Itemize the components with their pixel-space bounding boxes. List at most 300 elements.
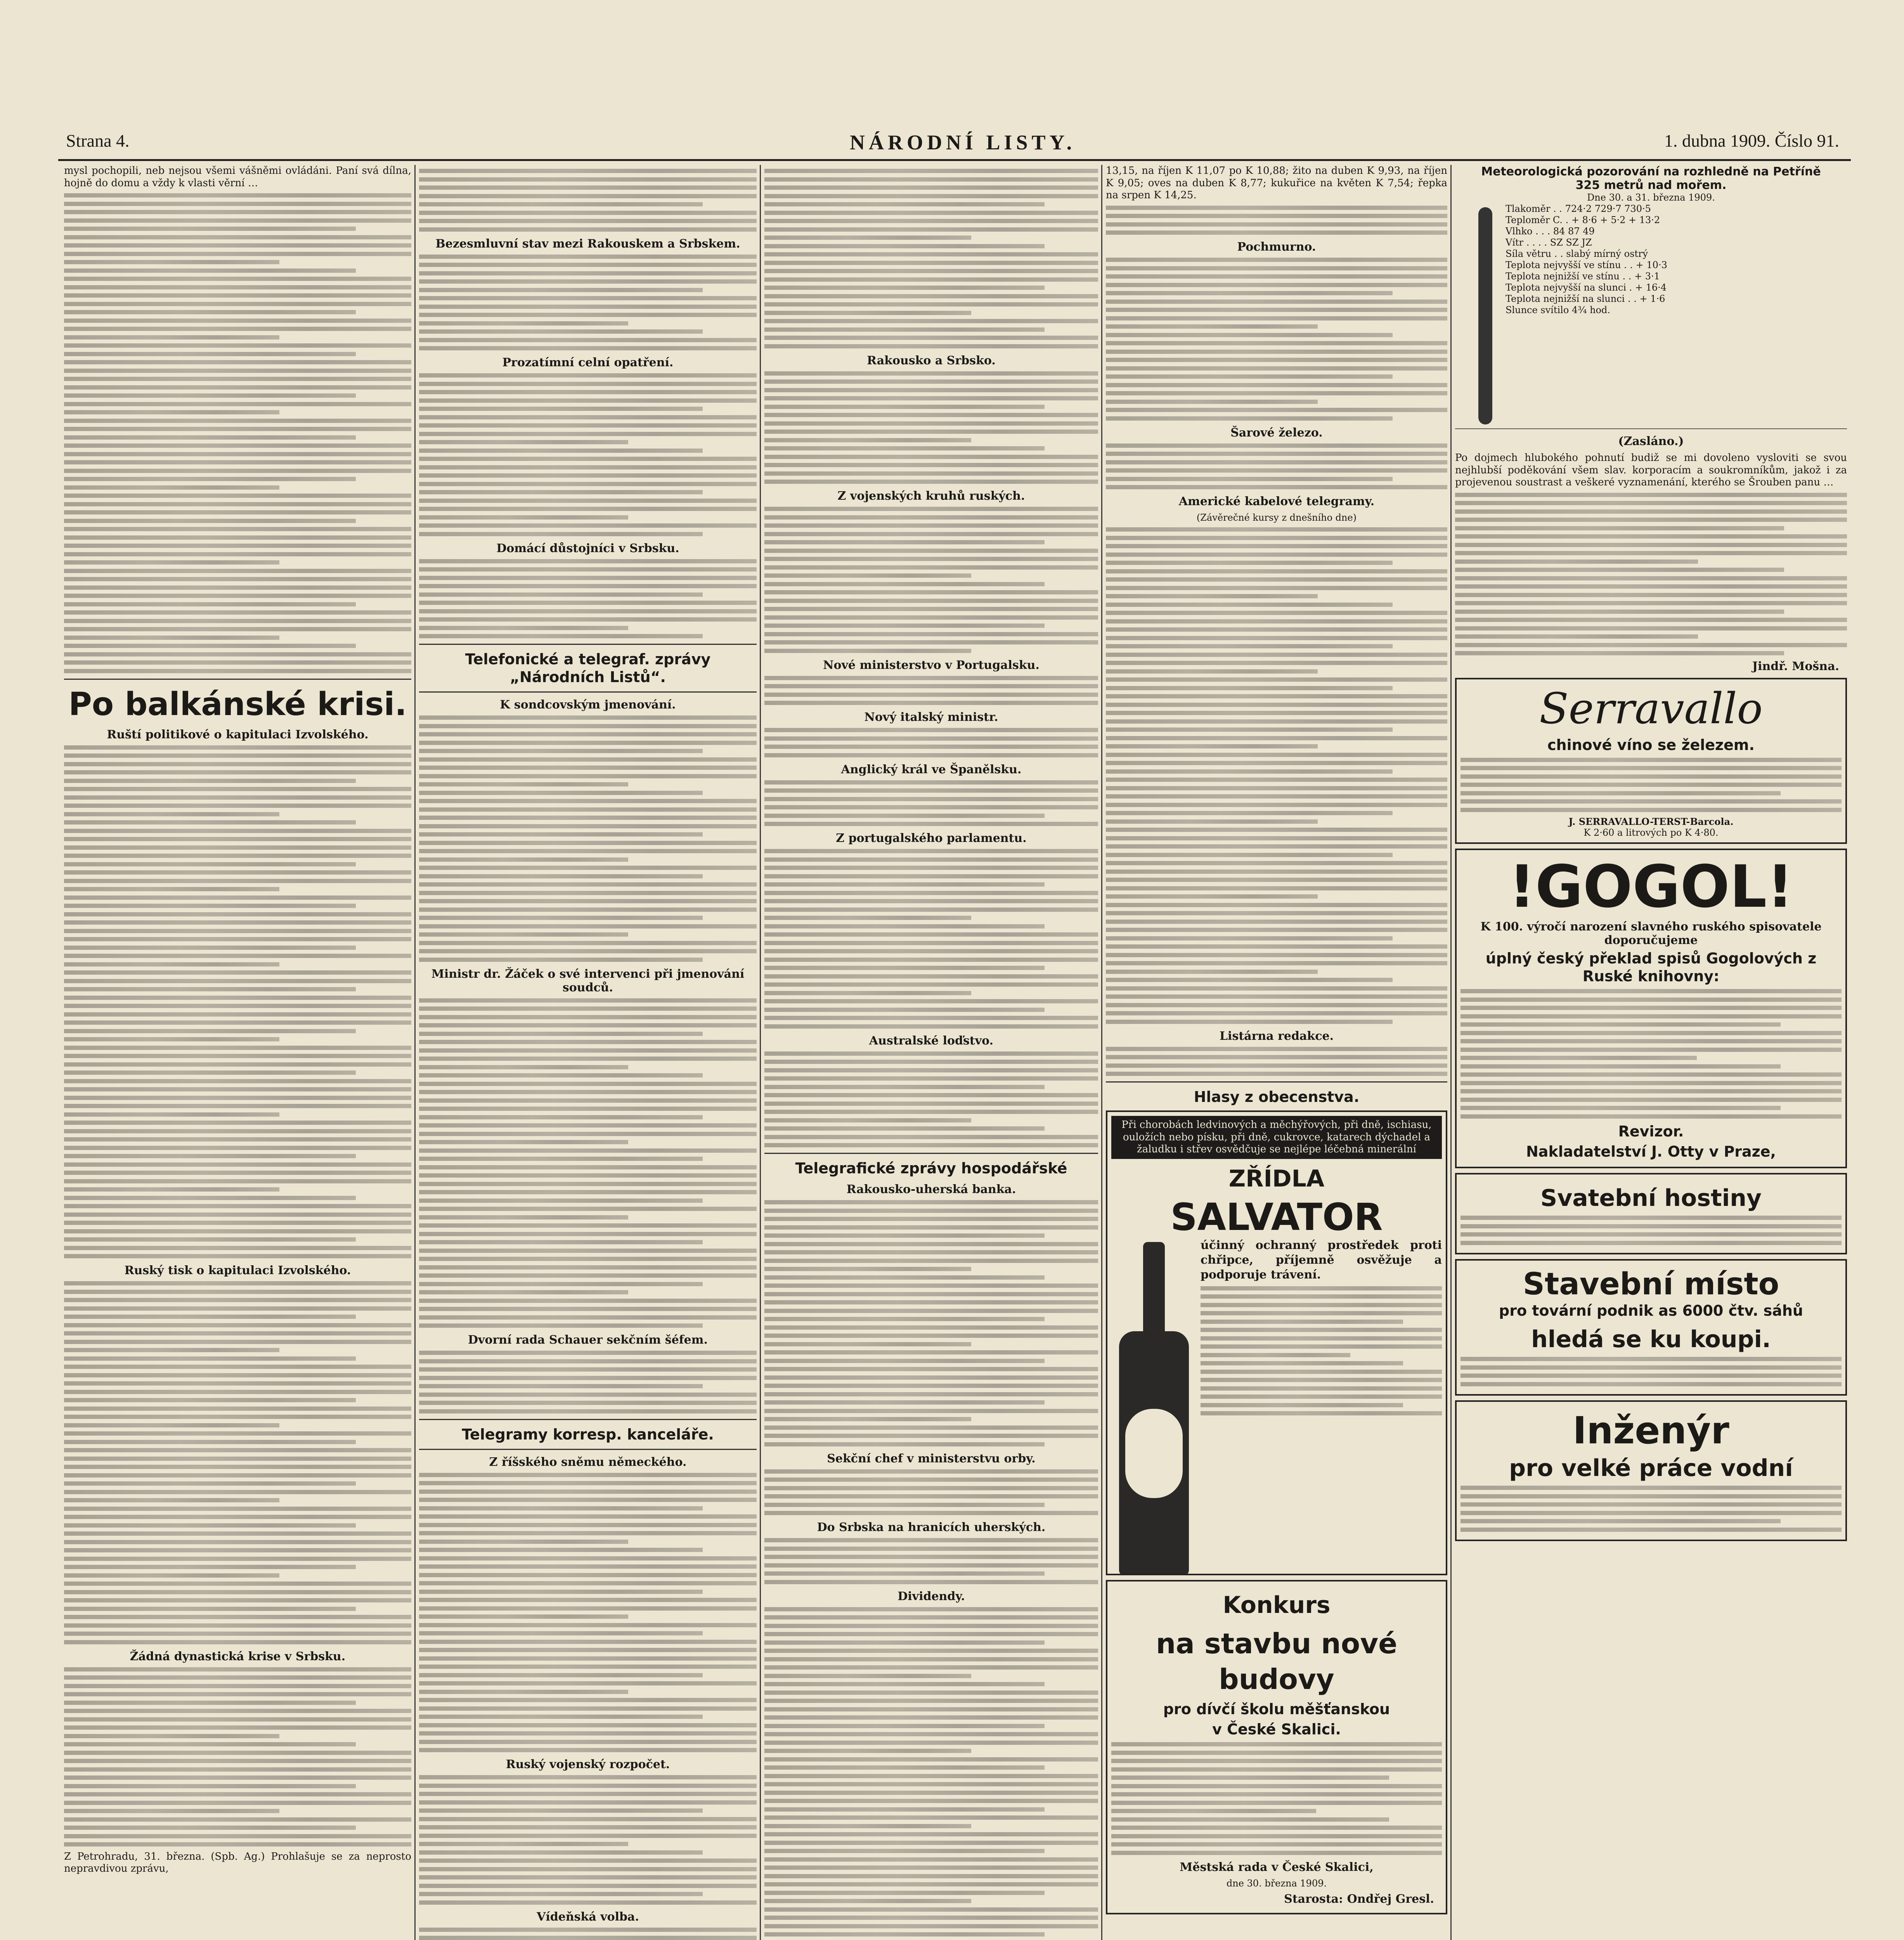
text-line xyxy=(1106,350,1447,354)
text-line xyxy=(764,261,1098,265)
text-line xyxy=(64,1415,411,1419)
text-line xyxy=(419,415,757,419)
text-line xyxy=(1201,1344,1442,1349)
ad-salvator-title1: ZŘÍDLA xyxy=(1228,1165,1325,1192)
text-line xyxy=(764,908,1098,912)
text-line xyxy=(419,1215,628,1219)
text-line xyxy=(419,169,757,173)
text-line xyxy=(419,296,757,300)
text-line xyxy=(764,615,1098,620)
text-line xyxy=(1106,374,1393,379)
text-line xyxy=(64,477,356,481)
text-line xyxy=(419,382,757,386)
text-block xyxy=(64,193,411,673)
text-line xyxy=(764,1657,1098,1661)
text-line xyxy=(1460,791,1781,795)
ad-inzenyr-line1: pro velké práce vodní xyxy=(1509,1455,1793,1482)
text-line xyxy=(1106,753,1447,757)
text-line xyxy=(1106,1003,1447,1007)
text-line xyxy=(419,305,757,309)
text-line xyxy=(419,515,628,520)
text-line xyxy=(419,532,703,536)
text-block xyxy=(764,1607,1098,1940)
text-line xyxy=(419,1850,703,1855)
text-line xyxy=(1106,577,1447,582)
text-line xyxy=(64,1004,411,1008)
text-line xyxy=(419,1817,757,1821)
ad-konkurs-line2: pro dívčí školu měšťanskou xyxy=(1163,1701,1390,1718)
text-line xyxy=(1106,769,1393,774)
text-line xyxy=(419,958,703,962)
text-line xyxy=(419,1900,757,1905)
text-line xyxy=(1111,1751,1442,1755)
text-line xyxy=(64,327,411,331)
text-line xyxy=(419,1808,703,1813)
text-line xyxy=(419,832,703,837)
text-line xyxy=(1106,928,1447,932)
text-line xyxy=(764,219,1098,223)
text-line xyxy=(1106,206,1447,210)
divider xyxy=(419,1449,757,1450)
text-line xyxy=(64,1507,411,1511)
ad-salvator-title2: SALVATOR xyxy=(1170,1195,1383,1239)
text-line xyxy=(64,210,411,214)
text-line xyxy=(1111,1775,1389,1780)
text-line xyxy=(1106,819,1318,824)
subheading: Pochmurno. xyxy=(1237,240,1316,254)
text-line xyxy=(764,607,1098,611)
text-line xyxy=(764,1765,1045,1770)
text-line xyxy=(64,1204,411,1208)
text-line xyxy=(764,202,1045,206)
text-block xyxy=(419,559,757,639)
text-line xyxy=(764,1102,1098,1106)
text-line xyxy=(419,1090,757,1094)
subheading: Nový italský ministr. xyxy=(864,710,998,724)
text-line xyxy=(64,1246,411,1250)
text-line xyxy=(64,1020,411,1025)
text-line xyxy=(1106,970,1318,974)
text-line xyxy=(764,599,1098,603)
ad-serravallo-sub: chinové víno se železem. xyxy=(1547,736,1755,753)
text-line xyxy=(419,882,757,887)
text-line xyxy=(64,369,411,373)
text-line xyxy=(764,1400,1045,1405)
text-line xyxy=(64,193,411,197)
salvator-bottle-image xyxy=(1119,1242,1189,1576)
text-line xyxy=(419,1082,757,1086)
text-line xyxy=(1106,1055,1447,1059)
text-line xyxy=(764,924,1045,928)
text-block xyxy=(1106,527,1447,1024)
text-line xyxy=(64,1212,411,1217)
text-line xyxy=(419,1006,757,1011)
text-line xyxy=(419,1656,757,1661)
text-line xyxy=(419,1384,703,1388)
text-line xyxy=(419,390,757,394)
text-line xyxy=(764,1317,1045,1321)
text-line xyxy=(764,1874,1098,1878)
subheading: Z vojenských kruhů ruských. xyxy=(837,489,1025,503)
text-block xyxy=(1106,443,1447,490)
ad-konkurs-sign: Starosta: Ondřej Gresl. xyxy=(1284,1892,1434,1906)
text-line xyxy=(419,857,628,862)
text-line xyxy=(764,1384,1098,1388)
text-line xyxy=(419,185,757,190)
text-line xyxy=(1106,611,1447,615)
text-line xyxy=(64,1323,411,1327)
text-line xyxy=(419,1315,757,1320)
text-line xyxy=(419,1523,757,1527)
text-line xyxy=(64,1717,411,1722)
text-line xyxy=(764,565,1098,570)
text-line xyxy=(1111,1809,1316,1813)
text-line xyxy=(764,745,1098,749)
ad-salvator xyxy=(1106,1110,1447,1575)
divider xyxy=(1455,428,1847,429)
divider xyxy=(64,679,411,680)
text-line xyxy=(764,1799,1098,1803)
text-line xyxy=(1106,886,1447,890)
text-line xyxy=(64,1079,411,1083)
text-line xyxy=(1455,610,1784,614)
text-line xyxy=(1201,1286,1442,1290)
text-line xyxy=(64,652,411,656)
text-line xyxy=(1106,778,1447,782)
text-line xyxy=(419,202,703,206)
text-line xyxy=(64,277,411,281)
meteo-row: Vítr . . . . SZ SZ JZ xyxy=(1506,237,1592,248)
text-line xyxy=(1106,661,1447,665)
text-line xyxy=(1106,786,1447,790)
text-line xyxy=(419,1367,757,1372)
text-line xyxy=(64,904,356,908)
text-line xyxy=(64,510,411,514)
text-line xyxy=(64,585,411,590)
subheading: Nové ministerstvo v Portugalsku. xyxy=(823,658,1039,672)
text-line xyxy=(764,1707,1098,1711)
text-line xyxy=(64,1171,411,1175)
text-line xyxy=(419,1531,757,1535)
text-line xyxy=(1460,1014,1842,1018)
text-line xyxy=(1460,1064,1781,1069)
text-line xyxy=(64,770,411,774)
text-line xyxy=(764,797,1098,801)
text-line xyxy=(64,1473,411,1478)
text-line xyxy=(1201,1378,1442,1382)
text-line xyxy=(419,749,703,753)
text-line xyxy=(64,1029,356,1033)
divider xyxy=(419,1419,757,1420)
text-line xyxy=(419,1665,757,1669)
text-line xyxy=(1106,391,1447,395)
text-line xyxy=(764,1782,1098,1786)
text-line xyxy=(764,1008,1045,1012)
text-line xyxy=(764,1494,1098,1498)
text-line xyxy=(64,419,411,423)
text-line xyxy=(64,1381,411,1386)
text-line xyxy=(1111,1826,1442,1830)
text-line xyxy=(764,624,1045,628)
text-line xyxy=(1106,400,1318,404)
text-line xyxy=(1201,1336,1442,1341)
text-block xyxy=(64,745,411,1259)
subheading: Americké kabelové telegramy. xyxy=(1178,495,1375,508)
meteo-title: Meteorologická pozorování na rozhledně na Petříně xyxy=(1481,165,1821,178)
column-5 xyxy=(1455,165,1847,1940)
text-line xyxy=(1455,526,1784,530)
text-line xyxy=(764,1200,1098,1204)
text-line xyxy=(764,728,1098,732)
ad-gogol-title: !GOGOL! xyxy=(1509,853,1793,921)
text-line xyxy=(64,1154,356,1158)
text-line xyxy=(419,1273,757,1278)
text-line xyxy=(764,471,1098,476)
text-line xyxy=(1460,1528,1842,1532)
text-line xyxy=(1201,1403,1403,1407)
ad-konkurs-city: Městská rada v České Skalici, xyxy=(1180,1860,1374,1874)
text-line xyxy=(64,745,411,750)
text-line xyxy=(419,592,703,597)
text-line xyxy=(1111,1784,1442,1788)
text-line xyxy=(64,527,411,531)
text-block xyxy=(1460,989,1842,1119)
text-line xyxy=(764,676,1098,680)
ad-stavebni-title: Stavební místo xyxy=(1523,1267,1779,1302)
text-line xyxy=(419,1784,757,1788)
text-line xyxy=(64,1340,411,1344)
text-block xyxy=(764,371,1098,484)
text-block xyxy=(419,1351,757,1413)
text-line xyxy=(64,1315,356,1319)
text-line xyxy=(64,1373,411,1377)
subheading: Dividendy. xyxy=(897,1589,965,1603)
text-line xyxy=(764,1924,1098,1928)
ad-inzenyr xyxy=(1455,1400,1847,1541)
text-line xyxy=(419,219,757,223)
text-line xyxy=(64,862,356,866)
text-line xyxy=(764,1916,1098,1920)
text-line xyxy=(764,1580,1098,1584)
text-line xyxy=(64,1775,411,1780)
text-line xyxy=(764,866,1098,870)
text-line xyxy=(1460,1382,1842,1386)
text-line xyxy=(64,946,356,950)
text-line xyxy=(419,227,757,232)
text-line xyxy=(64,1390,411,1394)
text-line xyxy=(64,879,411,883)
text-line xyxy=(419,1307,757,1311)
text-line xyxy=(764,463,1098,467)
text-line xyxy=(64,1096,411,1100)
text-line xyxy=(64,385,411,390)
text-line xyxy=(64,1667,411,1672)
text-line xyxy=(419,626,628,630)
text-line xyxy=(419,465,757,469)
text-line xyxy=(419,440,628,444)
text-line xyxy=(764,857,1098,862)
text-line xyxy=(64,1254,411,1258)
text-line xyxy=(64,996,411,1000)
text-line xyxy=(1106,544,1447,548)
text-line xyxy=(419,329,703,334)
text-block xyxy=(419,715,757,962)
text-line xyxy=(764,438,971,442)
text-block xyxy=(419,1473,757,1753)
text-line xyxy=(64,1290,411,1294)
text-line xyxy=(64,1179,411,1183)
text-line xyxy=(419,1299,757,1303)
text-line xyxy=(64,929,411,933)
text-line xyxy=(764,540,1045,544)
headline-telefon: Telefonické a telegraf. zprávy „Národních Listů“. xyxy=(465,651,711,686)
text-line xyxy=(64,610,411,615)
text-line xyxy=(64,1490,411,1494)
text-line xyxy=(1106,861,1447,865)
text-line xyxy=(764,1016,1098,1020)
text-line xyxy=(419,1623,757,1627)
text-line xyxy=(764,1547,1098,1551)
text-line xyxy=(64,1306,411,1311)
text-line xyxy=(64,1598,411,1602)
subheading: K sondcovským jmenování. xyxy=(500,698,676,712)
column-divider xyxy=(1101,165,1102,1940)
text-line xyxy=(1111,1792,1442,1796)
text-line xyxy=(1106,527,1447,532)
text-line xyxy=(64,1481,356,1486)
text-line xyxy=(419,1842,628,1846)
text-line xyxy=(1111,1834,1442,1838)
subheading: Žádná dynastická krise v Srbsku. xyxy=(130,1649,346,1663)
text-line xyxy=(64,285,411,289)
text-line xyxy=(64,544,411,548)
text-line xyxy=(419,473,757,478)
text-block xyxy=(1201,1286,1442,1416)
text-line xyxy=(764,1434,1098,1438)
text-line xyxy=(1111,1801,1442,1805)
text-line xyxy=(1460,1114,1842,1119)
text-line xyxy=(764,1225,1098,1230)
text-line xyxy=(1455,593,1847,597)
text-line xyxy=(764,582,1045,586)
text-line xyxy=(419,998,757,1003)
text-line xyxy=(764,1615,1098,1620)
text-line xyxy=(419,1323,703,1328)
text-line xyxy=(64,1196,356,1200)
text-line xyxy=(764,788,1098,793)
text-line xyxy=(64,753,411,758)
text-line xyxy=(1106,452,1447,456)
text-line xyxy=(764,882,1045,887)
text-line xyxy=(764,1068,1098,1072)
text-line xyxy=(64,435,356,440)
text-line xyxy=(419,1564,757,1569)
text-line xyxy=(419,432,757,436)
text-line xyxy=(764,379,1098,384)
text-line xyxy=(419,849,757,853)
text-line xyxy=(1106,803,1447,807)
column-divider xyxy=(1450,165,1452,1940)
text-line xyxy=(764,1334,1098,1338)
text-line xyxy=(1460,1365,1842,1370)
text-line xyxy=(419,609,757,613)
text-line xyxy=(419,457,757,461)
text-line xyxy=(419,1573,757,1577)
text-line xyxy=(1460,1089,1842,1093)
text-line xyxy=(64,577,411,581)
text-line xyxy=(1201,1320,1403,1324)
text-line xyxy=(419,724,757,728)
text-line xyxy=(419,916,703,920)
text-line xyxy=(64,1826,356,1830)
text-line xyxy=(1460,1224,1842,1228)
text-line xyxy=(764,549,1098,553)
subheading: Bezesmluvní stav mezi Rakouskem a Srbskem. xyxy=(435,237,740,251)
text-line xyxy=(1460,998,1842,1002)
text-line xyxy=(419,617,757,622)
text-line xyxy=(764,1076,1098,1081)
text-line xyxy=(419,1057,757,1061)
text-line xyxy=(1106,468,1447,473)
text-line xyxy=(764,319,1098,323)
ad-konkurs-line1: na stavbu nové budovy xyxy=(1156,1627,1398,1696)
text-line xyxy=(1106,844,1447,849)
text-line xyxy=(1106,214,1447,218)
text-line xyxy=(419,177,757,182)
text-line xyxy=(419,1132,757,1136)
issue-date: 1. dubna 1909. Číslo 91. xyxy=(1664,131,1839,151)
text-line xyxy=(64,1229,411,1233)
text-line xyxy=(64,268,356,273)
text-line xyxy=(64,1046,411,1050)
meteo-row: Teplota nejnižší ve stínu . . + 3·1 xyxy=(1506,271,1660,282)
text-line xyxy=(1106,853,1393,857)
text-line xyxy=(419,1690,628,1694)
text-line xyxy=(419,899,757,903)
text-line xyxy=(64,1632,411,1636)
text-line xyxy=(1106,920,1447,924)
text-block xyxy=(1460,1357,1842,1386)
text-line xyxy=(64,1398,356,1402)
text-line xyxy=(764,982,1098,987)
text-line xyxy=(419,941,757,945)
text-line xyxy=(764,753,1098,757)
text-line xyxy=(764,849,1098,853)
text-line xyxy=(64,660,411,665)
text-line xyxy=(419,567,757,572)
text-line xyxy=(64,1037,279,1041)
text-line xyxy=(764,736,1098,741)
text-line xyxy=(764,1300,1098,1304)
text-line xyxy=(64,552,411,556)
text-line xyxy=(764,515,1098,520)
text-line xyxy=(419,1473,757,1477)
text-block xyxy=(1111,1742,1442,1855)
text-line xyxy=(64,360,411,364)
text-line xyxy=(64,1465,411,1469)
subheading: Rakousko a Srbsko. xyxy=(867,353,996,367)
text-line xyxy=(419,1098,757,1103)
text-line xyxy=(64,243,411,248)
text-line xyxy=(64,1498,279,1502)
text-line xyxy=(419,255,757,259)
text-line xyxy=(764,1503,1045,1507)
column-1 xyxy=(64,165,411,1940)
text-line xyxy=(1460,1486,1842,1490)
text-line xyxy=(64,485,279,490)
text-line xyxy=(1106,408,1447,412)
text-line xyxy=(764,684,1098,688)
